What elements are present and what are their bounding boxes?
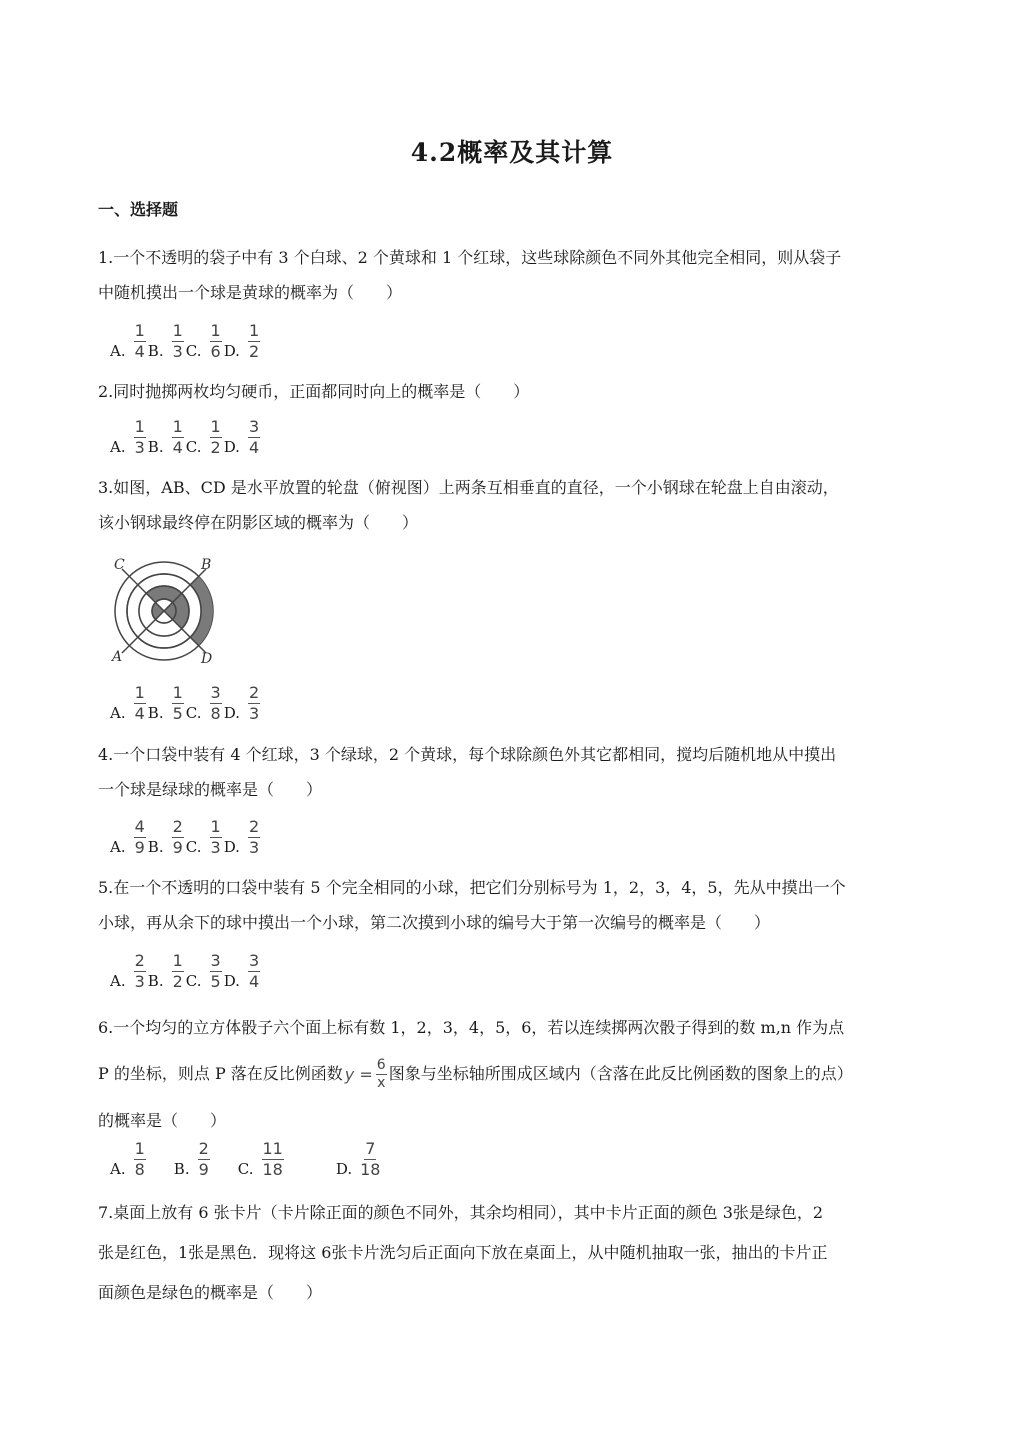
fraction bbox=[210, 684, 222, 723]
denominator: 9 bbox=[134, 838, 145, 857]
fraction bbox=[210, 818, 222, 857]
option-c bbox=[186, 818, 224, 857]
option-d bbox=[224, 684, 262, 723]
numerator: 2 bbox=[198, 1139, 209, 1158]
fraction bbox=[198, 1140, 210, 1179]
text-before-formula: P 的坐标，则点 P 落在反比例函数 bbox=[98, 1064, 343, 1083]
numerator: 6 bbox=[376, 1057, 386, 1073]
text-after-formula: 图象与坐标轴所围成区域内（含落在此反比例函数的图象上的点） bbox=[388, 1064, 853, 1083]
option-a bbox=[110, 322, 148, 361]
numerator: 1 bbox=[210, 417, 221, 436]
option-d bbox=[336, 1140, 383, 1179]
numerator: 1 bbox=[210, 817, 221, 836]
option-label: A. bbox=[110, 1160, 126, 1178]
fraction bbox=[172, 322, 184, 361]
numerator: 1 bbox=[134, 683, 145, 702]
fraction bbox=[134, 818, 146, 857]
numerator: 3 bbox=[248, 951, 260, 970]
numerator: 1 bbox=[172, 417, 183, 436]
question-6-options bbox=[110, 1140, 408, 1179]
numerator: 4 bbox=[134, 817, 145, 836]
denominator: 5 bbox=[172, 704, 183, 723]
fraction bbox=[210, 322, 222, 361]
numerator: 1 bbox=[172, 321, 183, 340]
denominator: 18 bbox=[262, 1160, 283, 1179]
denominator: 3 bbox=[210, 838, 221, 857]
denominator: 3 bbox=[248, 704, 260, 723]
option-label: A. bbox=[110, 438, 126, 456]
question-2-options bbox=[110, 418, 262, 457]
numerator: 2 bbox=[248, 683, 260, 702]
fraction bbox=[134, 684, 146, 723]
fraction bbox=[172, 418, 184, 457]
option-b bbox=[148, 952, 186, 991]
formula-fraction bbox=[376, 1058, 387, 1091]
denominator: 2 bbox=[248, 342, 260, 361]
fraction bbox=[172, 818, 184, 857]
option-label: B. bbox=[147, 972, 164, 990]
denominator: 9 bbox=[172, 838, 183, 857]
numerator: 1 bbox=[172, 951, 183, 970]
question-text-line: 7.桌面上放有 6 张卡片（卡片除正面的颜色不同外，其余均相同），其中卡片正面的颜色 3张是绿色，2 bbox=[98, 1203, 824, 1222]
option-a bbox=[110, 818, 148, 857]
question-text-line: 1.一个不透明的袋子中有 3 个白球、2 个黄球和 1 个红球，这些球除颜色不同外其他完全相同，则从袋子 bbox=[98, 248, 842, 267]
numerator: 1 bbox=[172, 683, 183, 702]
denominator: 2 bbox=[172, 972, 183, 991]
numerator: 1 bbox=[248, 321, 260, 340]
question-text-line: 面颜色是绿色的概率是（ ） bbox=[98, 1283, 323, 1302]
denominator: 9 bbox=[198, 1160, 209, 1179]
denominator: 5 bbox=[210, 972, 221, 991]
denominator: 2 bbox=[210, 438, 221, 457]
fraction bbox=[248, 818, 260, 857]
option-c bbox=[186, 322, 224, 361]
numerator: 1 bbox=[134, 1139, 145, 1158]
denominator: 3 bbox=[172, 342, 183, 361]
option-b bbox=[174, 1140, 212, 1179]
option-a bbox=[110, 952, 148, 991]
denominator: 4 bbox=[248, 438, 260, 457]
numerator: 3 bbox=[210, 951, 221, 970]
option-label: D. bbox=[223, 704, 240, 722]
option-label: C. bbox=[237, 1160, 254, 1178]
numerator: 3 bbox=[210, 683, 221, 702]
question-2 bbox=[98, 374, 928, 409]
option-d bbox=[224, 322, 262, 361]
denominator: 3 bbox=[248, 838, 260, 857]
fraction bbox=[262, 1140, 284, 1179]
option-c bbox=[186, 684, 224, 723]
numerator: 7 bbox=[365, 1139, 376, 1158]
numerator: 2 bbox=[172, 817, 183, 836]
option-d bbox=[224, 818, 262, 857]
denominator: 4 bbox=[134, 704, 145, 723]
fraction bbox=[134, 418, 146, 457]
option-label: B. bbox=[147, 838, 164, 856]
question-7 bbox=[98, 1193, 928, 1313]
label-d: D bbox=[201, 651, 213, 665]
option-c bbox=[186, 952, 224, 991]
question-text-line: 中随机摸出一个球是黄球的概率为（ ） bbox=[98, 283, 403, 302]
question-text-line: 张是红色，1张是黑色．现将这 6张卡片洗匀后正面向下放在桌面上，从中随机抽取一张，抽出的卡片正 bbox=[98, 1243, 828, 1262]
question-text-line: 小球，再从余下的球中摸出一个小球，第二次摸到小球的编号大于第一次编号的概率是（ ） bbox=[98, 913, 771, 932]
option-label: A. bbox=[110, 704, 126, 722]
fraction bbox=[134, 322, 146, 361]
fraction bbox=[248, 418, 260, 457]
option-b bbox=[148, 684, 186, 723]
question-text-line: 该小钢球最终停在阴影区域的概率为（ ） bbox=[98, 513, 419, 532]
option-label: C. bbox=[185, 438, 202, 456]
wheel-figure bbox=[108, 553, 220, 665]
option-label: A. bbox=[110, 838, 126, 856]
option-label: C. bbox=[185, 342, 202, 360]
option-label: C. bbox=[185, 704, 202, 722]
question-text-line: 4.一个口袋中装有 4 个红球，3 个绿球，2 个黄球，每个球除颜色外其它都相同，搅均后随机地从中摸出 bbox=[98, 745, 837, 764]
option-a bbox=[110, 684, 148, 723]
question-text-line: 5.在一个不透明的口袋中装有 5 个完全相同的小球，把它们分别标号为 1，2，3，4，5，先从中摸出一个 bbox=[98, 878, 846, 897]
option-label: D. bbox=[223, 838, 240, 856]
question-1-options bbox=[110, 322, 262, 361]
numerator: 11 bbox=[262, 1139, 283, 1158]
fraction bbox=[248, 952, 260, 991]
section-heading: 一、选择题 bbox=[98, 200, 179, 219]
option-label: D. bbox=[335, 1160, 353, 1178]
option-c bbox=[186, 418, 224, 457]
question-5-options bbox=[110, 952, 262, 991]
label-c: C bbox=[114, 557, 125, 573]
fraction bbox=[134, 1140, 146, 1179]
fraction bbox=[172, 684, 184, 723]
option-label: D. bbox=[223, 438, 240, 456]
option-label: B. bbox=[147, 704, 164, 722]
denominator: 3 bbox=[134, 972, 145, 991]
option-b bbox=[148, 322, 186, 361]
option-b bbox=[148, 418, 186, 457]
option-label: A. bbox=[110, 342, 126, 360]
question-text-line: 的概率是（ ） bbox=[98, 1110, 227, 1130]
question-4-options bbox=[110, 818, 262, 857]
option-a bbox=[110, 418, 148, 457]
question-text-line bbox=[98, 1051, 928, 1098]
denominator: x bbox=[377, 1075, 386, 1091]
option-b bbox=[148, 818, 186, 857]
question-3-options bbox=[110, 684, 262, 723]
page-title: 4.2概率及其计算 bbox=[410, 138, 614, 167]
formula-lhs: y = bbox=[344, 1064, 373, 1084]
denominator: 8 bbox=[134, 1160, 145, 1179]
numerator: 1 bbox=[134, 417, 145, 436]
option-label: C. bbox=[185, 972, 202, 990]
question-text-line: 2.同时抛掷两枚均匀硬币，正面都同时向上的概率是（ ） bbox=[98, 382, 530, 401]
denominator: 4 bbox=[172, 438, 183, 457]
option-label: B. bbox=[147, 438, 164, 456]
option-label: C. bbox=[185, 838, 202, 856]
fraction bbox=[134, 952, 146, 991]
numerator: 3 bbox=[248, 417, 260, 436]
numerator: 1 bbox=[210, 321, 221, 340]
numerator: 2 bbox=[248, 817, 260, 836]
denominator: 18 bbox=[360, 1160, 381, 1179]
question-3 bbox=[98, 470, 928, 540]
option-label: B. bbox=[173, 1160, 190, 1178]
denominator: 8 bbox=[210, 704, 221, 723]
option-label: B. bbox=[147, 342, 164, 360]
question-4 bbox=[98, 737, 928, 807]
question-text-line: 6.一个均匀的立方体骰子六个面上标有数 1，2，3，4，5，6，若以连续掷两次骰子得到的数 m,n 作为点 bbox=[98, 1018, 845, 1037]
denominator: 6 bbox=[210, 342, 221, 361]
fraction bbox=[248, 684, 260, 723]
denominator: 4 bbox=[134, 342, 145, 361]
label-b: B bbox=[201, 557, 212, 573]
option-label: D. bbox=[223, 342, 240, 360]
option-label: A. bbox=[110, 972, 126, 990]
option-c bbox=[238, 1140, 286, 1179]
option-a bbox=[110, 1140, 148, 1179]
denominator: 4 bbox=[248, 972, 260, 991]
formula-y-6-over-x bbox=[345, 1052, 387, 1098]
numerator: 1 bbox=[134, 321, 145, 340]
question-6 bbox=[98, 1005, 928, 1144]
option-d bbox=[224, 418, 262, 457]
fraction bbox=[360, 1140, 380, 1179]
question-1 bbox=[98, 240, 928, 310]
option-d bbox=[224, 952, 262, 991]
numerator: 2 bbox=[134, 951, 145, 970]
question-5 bbox=[98, 870, 928, 940]
question-text-line: 一个球是绿球的概率是（ ） bbox=[98, 780, 323, 799]
question-text-line: 3.如图，AB、CD 是水平放置的轮盘（俯视图）上两条互相垂直的直径，一个小钢球在轮盘上自由滚动， bbox=[98, 478, 839, 497]
fraction bbox=[210, 952, 222, 991]
fraction bbox=[210, 418, 222, 457]
option-label: D. bbox=[223, 972, 240, 990]
label-a: A bbox=[112, 649, 123, 665]
fraction bbox=[248, 322, 260, 361]
denominator: 3 bbox=[134, 438, 145, 457]
fraction bbox=[172, 952, 184, 991]
